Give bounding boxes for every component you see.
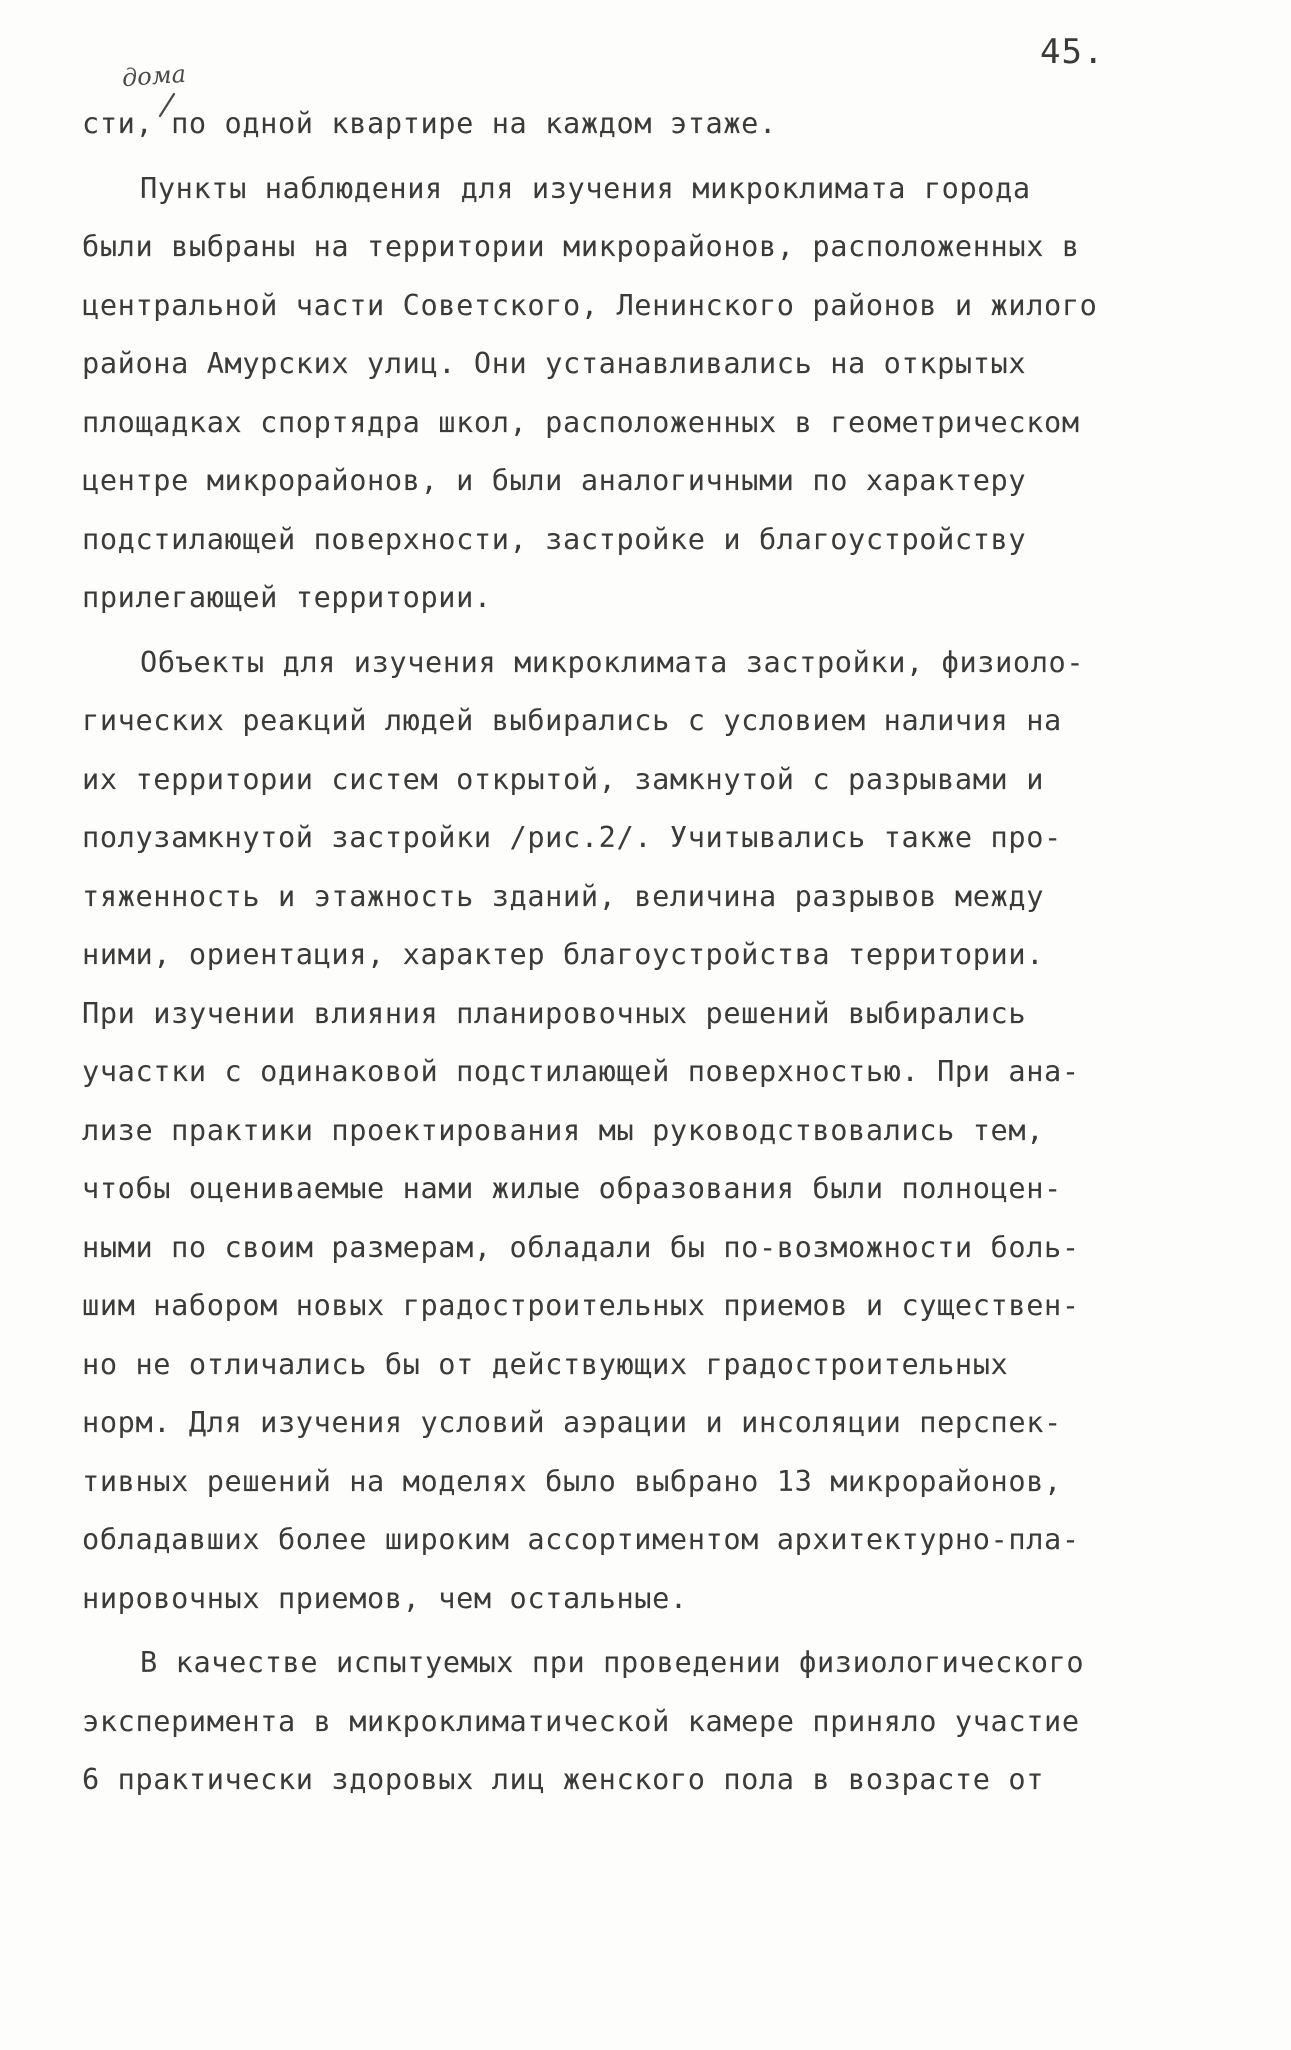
text-line: участки с одинаковой подстилающей поверхностью. При ана- xyxy=(82,1054,1080,1088)
text-line: прилегающей территории. xyxy=(82,580,492,614)
text-line: обладавших более широким ассортиментом архитектурно-пла- xyxy=(82,1522,1080,1556)
text-line: норм. Для изучения условий аэрации и инсоляции перспек- xyxy=(82,1405,1062,1439)
text-line: лизе практики проектирования мы руководствовались тем, xyxy=(82,1112,1045,1147)
text-line: центральной части Советского, Ленинского районов и жилого xyxy=(82,287,1098,322)
text-line: шим набором новых градостроительных приемов и существен- xyxy=(82,1288,1080,1322)
text-line: нировочных приемов, чем остальные. xyxy=(82,1580,688,1615)
text-line: тивных решений на моделях было выбрано 13 микрорайонов, xyxy=(82,1463,1062,1498)
text-line: сти, по одной квартире на каждом этаже. xyxy=(82,106,777,140)
text-line: их территории систем открытой, замкнутой с разрывами и xyxy=(82,761,1045,796)
text-line: были выбраны на территории микрорайонов, расположенных в xyxy=(82,229,1080,263)
text-line: но не отличались бы от действующих градостроительных xyxy=(82,1346,1009,1381)
text-line: эксперимента в микроклиматической камере приняло участие xyxy=(82,1703,1080,1738)
paragraph-1 xyxy=(82,94,1202,153)
text-line: 6 практически здоровых лиц женского пола в возрасте от xyxy=(82,1762,1045,1796)
text-line: ними, ориентация, характер благоустройства территории. xyxy=(82,937,1045,971)
page-number: 45. xyxy=(1040,32,1105,72)
paragraph-4 xyxy=(82,1633,1202,1809)
text-line: Объекты для изучения микроклимата застройки, физиоло- xyxy=(140,644,1085,679)
text-line: подстилающей поверхности, застройке и благоустройству xyxy=(82,521,1027,556)
paragraph-3 xyxy=(82,633,1202,1628)
text-line: центре микрорайонов, и были аналогичными по характеру xyxy=(82,463,1027,497)
body-text xyxy=(82,94,1202,1809)
text-line: В качестве испытуемых при проведении физиологического xyxy=(140,1645,1085,1679)
text-line: чтобы оцениваемые нами жилые образования были полноцен- xyxy=(82,1171,1062,1205)
text-line: площадках спортядра школ, расположенных в геометрическом xyxy=(82,404,1080,439)
text-line: ными по своим размерам, обладали бы по-возможности боль- xyxy=(82,1229,1080,1264)
handwritten-insertion: дома xyxy=(121,59,187,93)
paragraph-2 xyxy=(82,159,1202,627)
text-line: Пункты наблюдения для изучения микроклимата города xyxy=(140,170,1031,205)
text-line: гических реакций людей выбирались с условием наличия на xyxy=(82,703,1062,737)
text-line: тяженность и этажность зданий, величина разрывов между xyxy=(82,878,1045,913)
text-line: района Амурских улиц. Они устанавливались на открытых xyxy=(82,346,1027,380)
text-line: При изучении влияния планировочных решений выбирались xyxy=(82,995,1027,1030)
text-line: полузамкнутой застройки /рис.2/. Учитывались также про- xyxy=(82,820,1062,854)
